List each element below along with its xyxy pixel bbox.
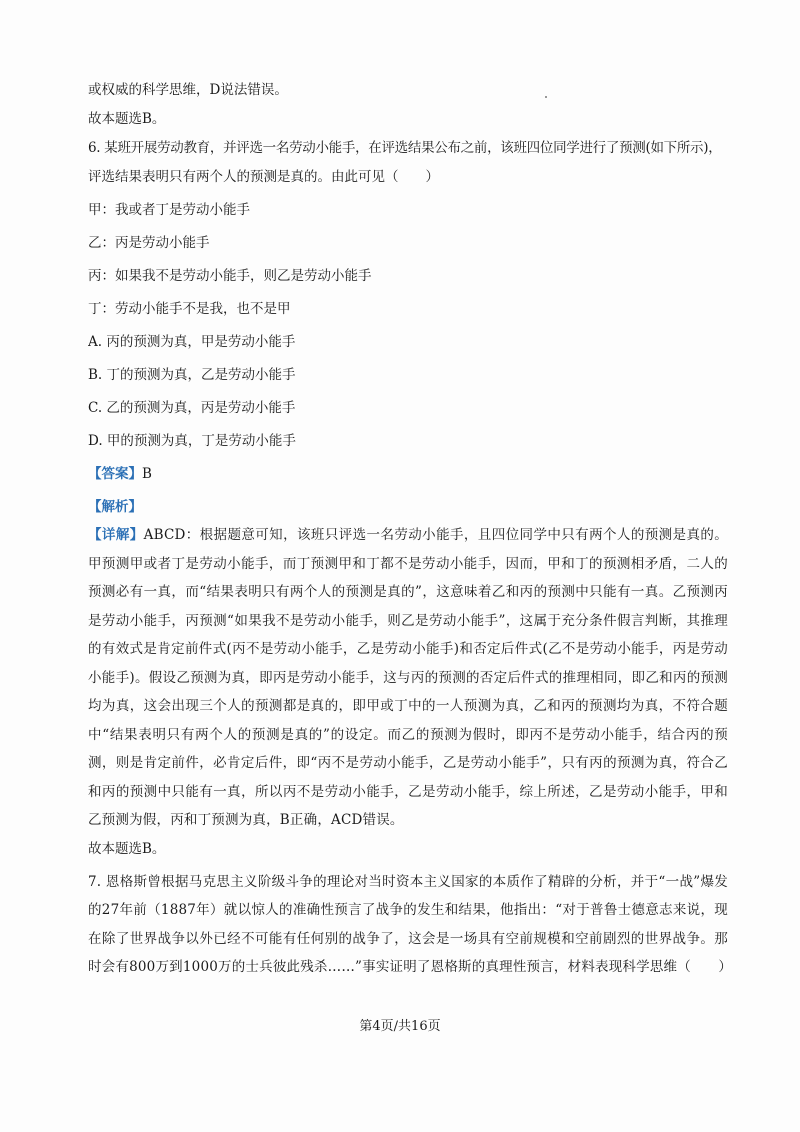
q6-option-d: D. 甲的预测为真，丁是劳动小能手 bbox=[88, 433, 296, 449]
q6-option-c: C. 乙的预测为真，丙是劳动小能手 bbox=[88, 400, 296, 416]
prev-question-tail: 或权威的科学思维，D说法错误。 bbox=[88, 82, 288, 98]
q6-stem-line-1: 6. 某班开展劳动教育，并评选一名劳动小能手，在评选结果公布之前，该班四位同学进行了预测(如下所示)， bbox=[88, 140, 722, 156]
q6-statement-ding: 丁：劳动小能手不是我，也不是甲 bbox=[88, 301, 291, 317]
q7-stem: 7. 恩格斯曾根据马克思主义阶级斗争的理论对当时资本主义国家的本质作了精辟的分析，并于“一战”爆发的27年前（1887年）就以惊人的准确性预言了战争的发生和结果，他指出：“对于普鲁士德意志来说，现在除了世界战争以外已经不可能有任何别的战争了，这会是一场具有空前规模和空前剧烈的世界战争。那时会有800万到1000万的士兵彼此残杀……”事实证明了恩格斯的真理性预言，材料表现科学思维（ ） bbox=[88, 873, 733, 975]
answer-value: B bbox=[142, 466, 152, 482]
detail-tag: 【详解】 bbox=[88, 527, 144, 543]
detail-text: ABCD：根据题意可知，该班只评选一名劳动小能手，且四位同学中只有两个人的预测是真的。甲预测甲或者丁是劳动小能手，而丁预测甲和丁都不是劳动小能手，因而，甲和丁的预测相矛盾，二人的预测必有一真，而“结果表明只有两个人的预测是真的”，这意味着乙和丙的预测中只能有一真。乙预测丙是劳动小能手，丙预测“如果我不是劳动小能手，则乙是劳动小能手”，这属于充分条件假言判断，其推理的有效式是肯定前件式(丙不是劳动小能手，乙是劳动小能手)和否定后件式(乙不是劳动小能手，丙是劳动小能手)。假设乙预测为真，即丙是劳动小能手，这与丙的预测的否定后件式的推理相同，即乙和丙的预测均为真，这会出现三个人的预测都是真的，即甲或丁中的一人预测为真，乙和丙的预测均为真，不符合题中“结果表明只有两个人的预测是真的”的设定。而乙的预测为假时，即丙不是劳动小能手，结合丙的预测，则是肯定前件，必肯定后件，即“丙不是劳动小能手，乙是劳动小能手”，只有丙的预测为真，符合乙和丙的预测中只能有一真，所以丙不是劳动小能手，乙是劳动小能手，综上所述，乙是劳动小能手，甲和乙预测为假，丙和丁预测为真，B正确，ACD错误。 bbox=[88, 527, 728, 828]
q6-option-a: A. 丙的预测为真，甲是劳动小能手 bbox=[88, 334, 296, 350]
q6-analysis-heading bbox=[88, 497, 728, 517]
prev-question-conclusion: 故本题选B。 bbox=[88, 111, 166, 127]
q6-answer bbox=[88, 464, 728, 484]
q6-conclusion: 故本题选B。 bbox=[88, 840, 166, 857]
question-7 bbox=[88, 868, 733, 982]
answer-tag: 【答案】 bbox=[88, 466, 142, 482]
q6-statement-yi: 乙：丙是劳动小能手 bbox=[88, 235, 210, 251]
question-6 bbox=[88, 138, 728, 868]
q6-detail-explanation bbox=[88, 521, 728, 835]
page-footer: 第4页/共16页 bbox=[359, 1019, 441, 1034]
q6-stem-line-2: 评选结果表明只有两个人的预测是真的。由此可见（ ） bbox=[88, 169, 439, 185]
q6-option-b: B. 丁的预测为真，乙是劳动小能手 bbox=[88, 367, 296, 383]
q6-statement-jia: 甲：我或者丁是劳动小能手 bbox=[88, 202, 250, 218]
page-content bbox=[88, 80, 733, 982]
analysis-tag: 【解析】 bbox=[88, 499, 142, 515]
q6-statement-bing: 丙：如果我不是劳动小能手，则乙是劳动小能手 bbox=[88, 268, 372, 284]
